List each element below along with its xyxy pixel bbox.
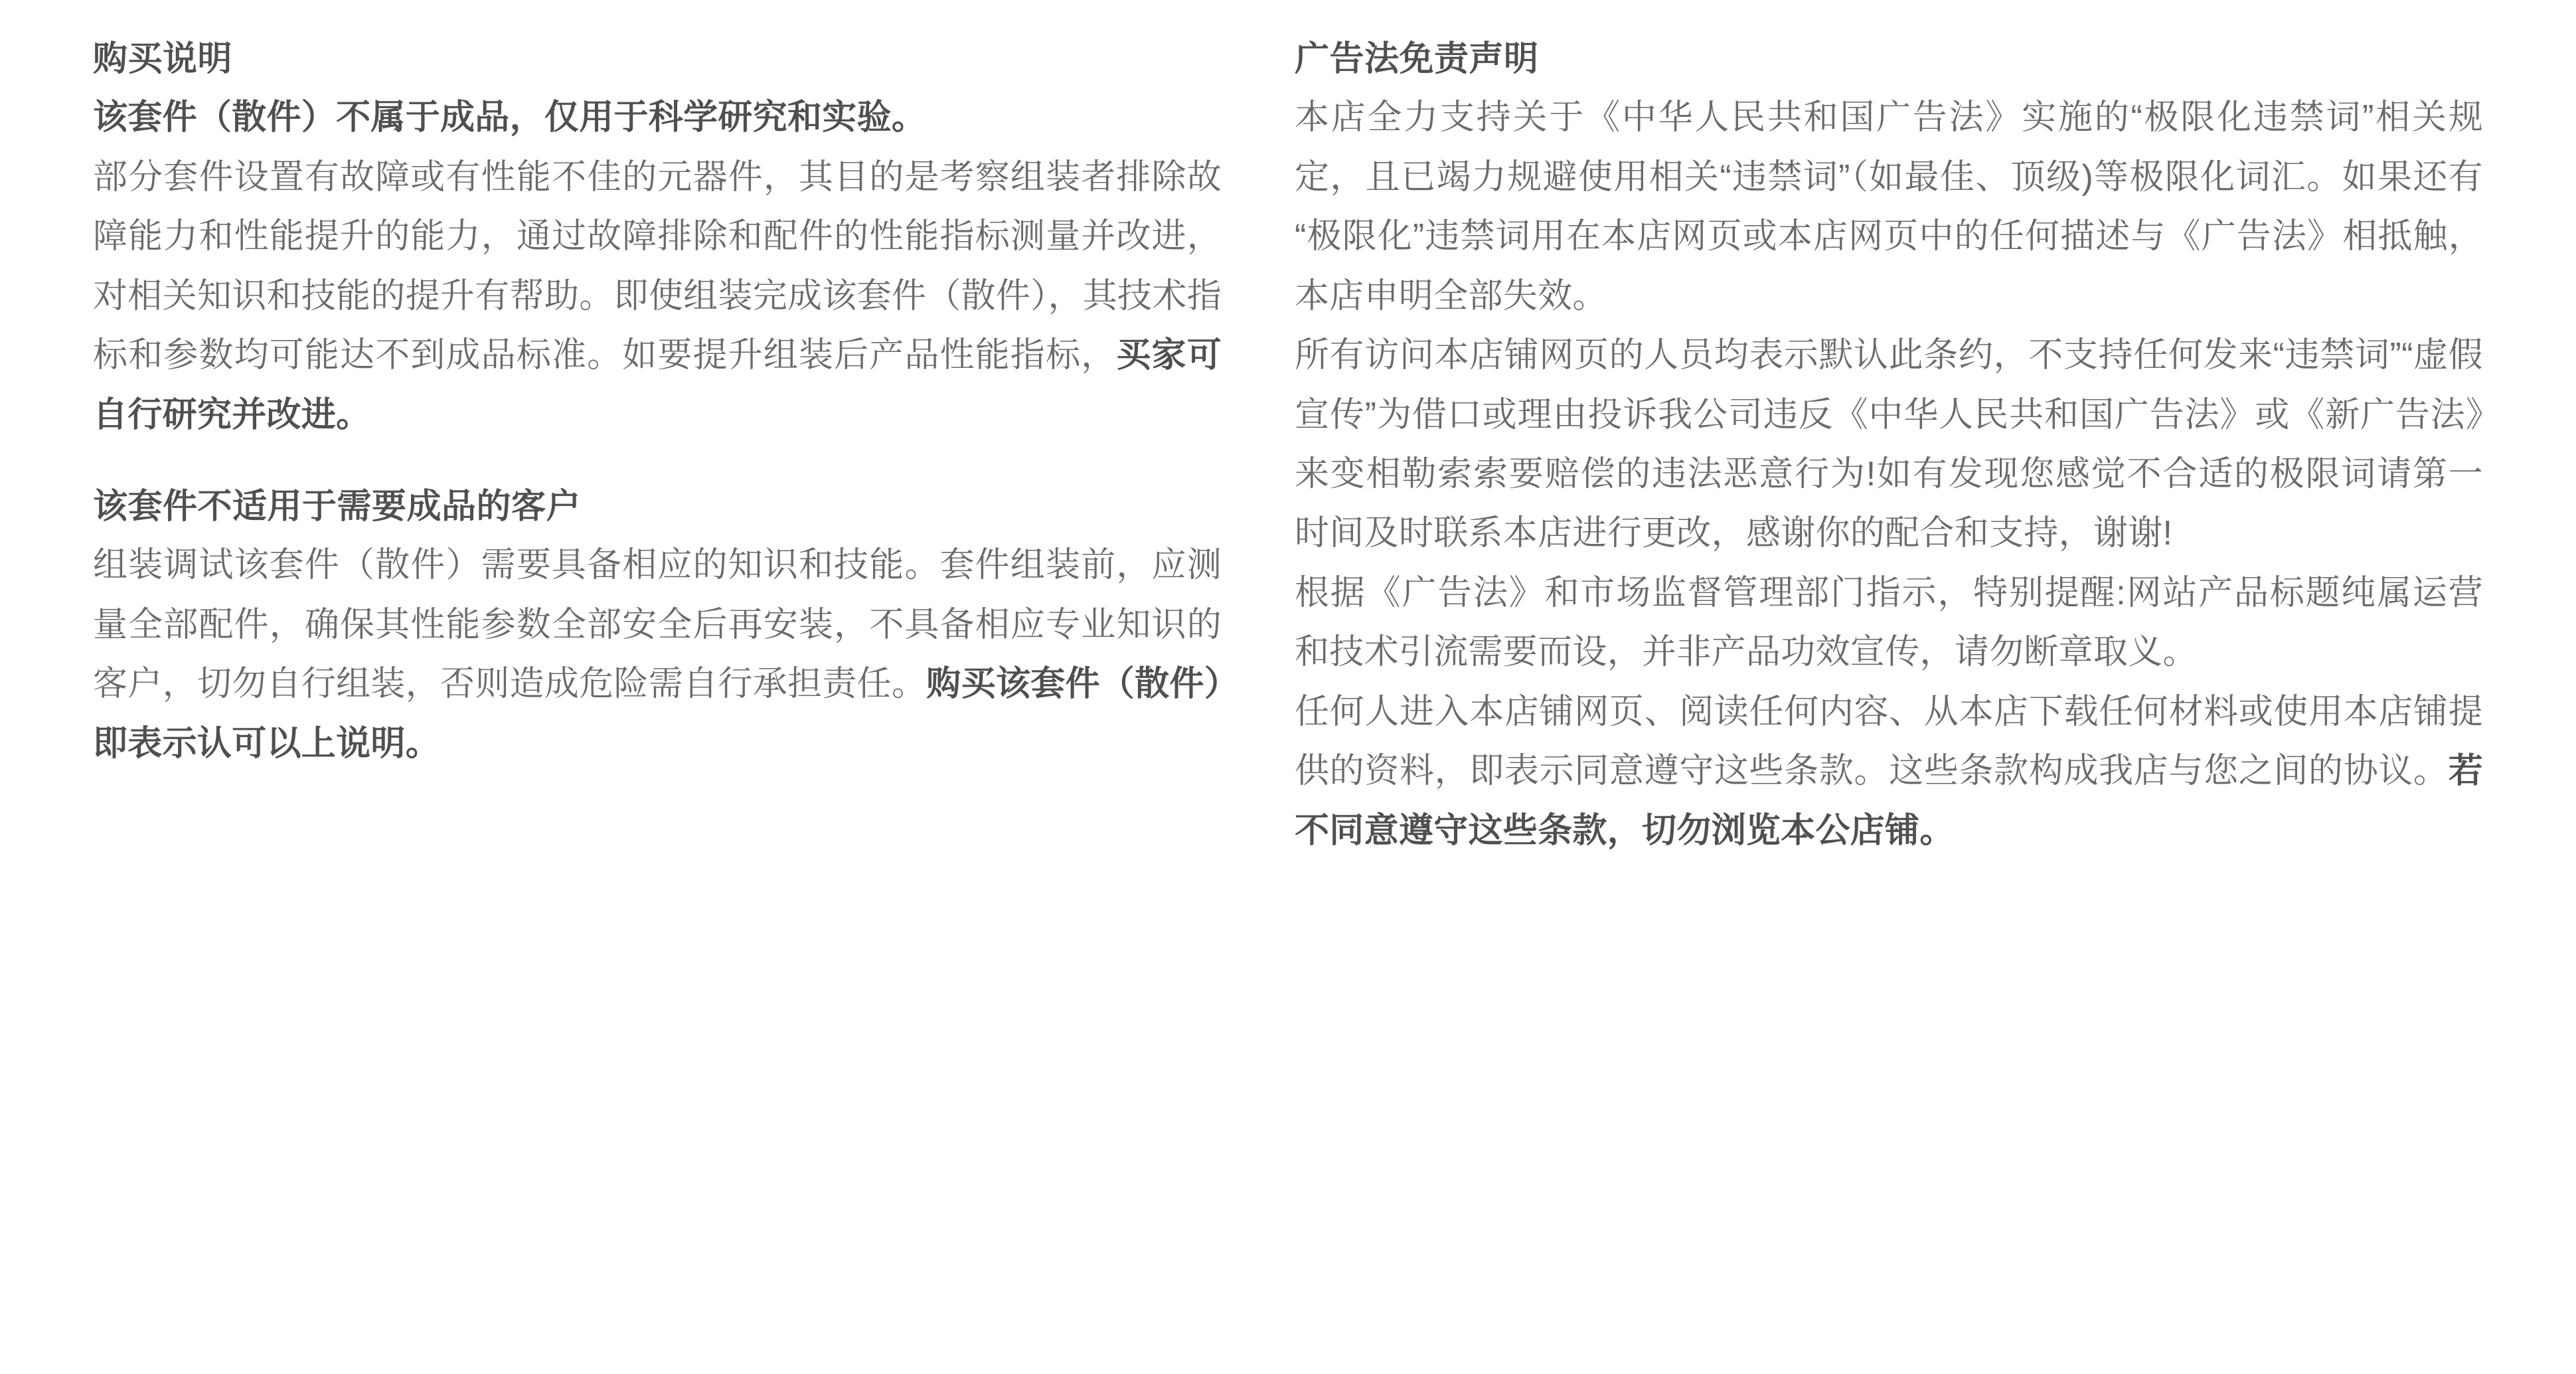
not-suitable-section — [93, 482, 1222, 774]
purchase-notice-paragraph-1-text: 部分套件设置有故障或有性能不佳的元器件，其目的是考察组装者排除故障能力和性能提升的能力，通过故障排除和配件的性能指标测量并改进，对相关知识和技能的提升有帮助。即使组装完成该套件（散件），其技术指标和参数均可能达不到成品标准。如要提升组装后产品性能指标， — [93, 157, 1222, 375]
disclaimer-title: 广告法免责声明 — [1295, 40, 1539, 78]
section-spacer — [93, 445, 1222, 482]
not-suitable-paragraph — [93, 536, 1222, 774]
disclaimer-paragraph-4-text: 任何人进入本店铺网页、阅读任何内容、从本店下载任何材料或使用本店铺提供的资料，即表示同意遵守这些条款。这些条款构成我店与您之间的协议。 — [1295, 692, 2483, 791]
not-suitable-title: 该套件不适用于需要成品的客户 — [93, 487, 582, 527]
disclaimer-paragraph-3: 根据《广告法》和市场监督管理部门指示，特别提醒:网站产品标题纯属运营和技术引流需要而设，并非产品功效宣传，请勿断章取义。 — [1295, 573, 2483, 672]
disclaimer-paragraph-4-emphasis: 若不同意遵守这些条款，切勿浏览本公店铺。 — [1295, 752, 2483, 850]
disclaimer-paragraph-1: 本店全力支持关于《中华人民共和国广告法》实施的“极限化违禁词”相关规定，且已竭力规避使用相关“违禁词”（如最佳、顶级)等极限化词汇。如果还有“极限化”违禁词用在本店网页或本店网页中的任何描述与《广告法》相抵触，本店申明全部失效。 — [1295, 98, 2483, 315]
advertising-law-disclaimer-column — [1295, 35, 2483, 861]
purchase-notice-paragraph-1-emphasis: 买家可自行研究并改进。 — [93, 336, 1222, 434]
not-suitable-paragraph-text: 组装调试该套件（散件）需要具备相应的知识和技能。套件组装前，应测量全部配件，确保其性能参数全部安全后再安装，不具备相应专业知识的客户，切勿自行组装，否则造成危险需自行承担责任。 — [93, 546, 1222, 704]
purchase-notice-column — [93, 35, 1222, 774]
purchase-notice-section — [93, 35, 1222, 445]
disclaimer-paragraph-2: 所有访问本店铺网页的人员均表示默认此条约，不支持任何发来“违禁词”“虚假宣传”为借口或理由投诉我公司违反《中华人民共和国广告法》或《新广告法》来变相勒索索要赔偿的违法恶意行为!如有发现您感觉不合适的极限词请第一时间及时联系本店进行更改，感谢你的配合和支持，谢谢! — [1295, 336, 2483, 553]
disclaimer-paragraph-4 — [1295, 683, 2483, 861]
purchase-notice-title: 购买说明 — [93, 40, 233, 78]
purchase-notice-paragraph-1 — [93, 148, 1222, 445]
purchase-notice-lead: 该套件（散件）不属于成品，仅用于科学研究和实验。 — [93, 98, 927, 137]
not-suitable-paragraph-emphasis: 购买该套件（散件）即表示认可以上说明。 — [93, 665, 1222, 763]
